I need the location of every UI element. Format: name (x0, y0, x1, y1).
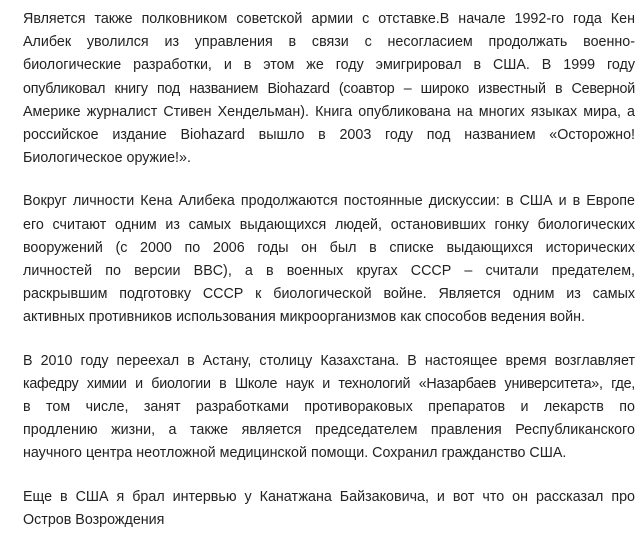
text-line: активных противников использования микроорганизмов как способов ведения войн. (23, 309, 585, 326)
text-line: Является также полковником советской армии с отставке.В начале 1992-го года Кен (23, 11, 635, 27)
paragraph-1 (23, 8, 635, 170)
text-line: кафедру химии и биологии в Школе наук и технологий «Назарбаев университета», где, (23, 375, 635, 392)
text-line: в том числе, занят разработками противораковых препаратов и лекарств по (23, 399, 635, 416)
text-line: Вокруг личности Кена Алибека продолжаются постоянные дискуссии: в США и в Европе (23, 193, 635, 210)
text-line: Остров Возрождения (23, 511, 165, 528)
paragraph-3 (23, 350, 635, 466)
text-line: научного центра неотложной медицинской помощи. Сохранил гражданство США. (23, 445, 567, 462)
text-line: опубликовал книгу под названием Biohazard (соавтор – широко известный в Северной (23, 80, 635, 97)
text-line: вооружений (с 2000 по 2006 годы он был в списке выдающихся исторических (23, 239, 635, 256)
text-line: его считают одним из самых выдающихся людей, остановивших гонку биологических (23, 216, 635, 233)
paragraph-4 (23, 486, 635, 532)
text-line: Америке журналист Стивен Хендельман). Книга опубликована на многих языках мира, а (23, 103, 635, 120)
text-line: биологические разработки, и в этом же году эмигрировал в США. В 1999 году (23, 57, 635, 74)
text-line: личностей по версии BBC), а в военных кругах СССР – считали предателем, (23, 263, 635, 280)
text-line: продлению жизни, а также является председателем правления Республиканского (23, 422, 635, 439)
text-line: Еще в США я брал интервью у Канатжана Байзаковича, и вот что он рассказал про (23, 488, 635, 505)
text-line: В 2010 году переехал в Астану, столицу Казахстана. В настоящее время возглавляет (23, 352, 635, 369)
paragraph-2 (23, 190, 635, 329)
text-line: раскрывшим подготовку СССР к биологической войне. Является одним из самых (23, 286, 635, 303)
text-line: Биологическое оружие!». (23, 150, 191, 167)
text-line: Алибек уволился из управления в связи с несогласием продолжать военно- (23, 34, 635, 51)
text-line: российское издание Biohazard вышло в 2003 году под названием «Осторожно! (23, 127, 635, 144)
